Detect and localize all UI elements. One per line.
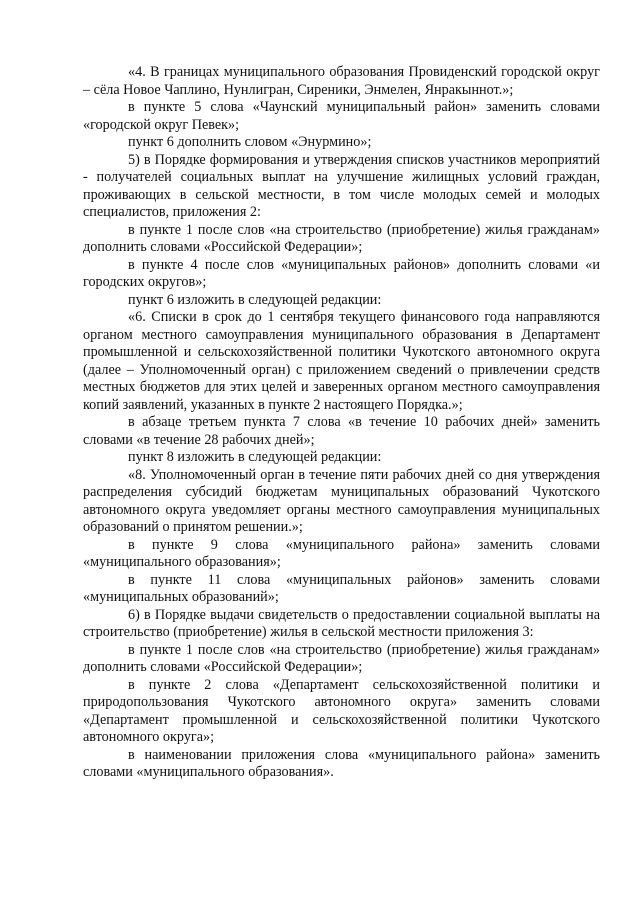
document-page bbox=[83, 64, 600, 782]
paragraph: пункт 8 изложить в следующей редакции: bbox=[128, 449, 382, 465]
paragraph: «4. В границах муниципального образования Провиденский городской округ – сёла Новое Чаплино, Нунлигран, Сиреники, Энмелен, Янракыннот.»; bbox=[83, 64, 600, 98]
paragraph: в абзаце третьем пункта 7 слова «в течение 10 рабочих дней» заменить словами «в течение 28 рабочих дней»; bbox=[83, 414, 600, 448]
paragraph: в пункте 11 слова «муниципальных районов» заменить словами «муниципальных образований»; bbox=[83, 571, 600, 605]
paragraph: «8. Уполномоченный орган в течение пяти рабочих дней со дня утверждения распределения субсидий бюджетам муниципальных образований Чукотского автономного округа уведомляет органы местного самоуправления муниципальных образований о принятом решении.»; bbox=[83, 466, 600, 535]
paragraph: «6. Списки в срок до 1 сентября текущего финансового года направляются органом местного самоуправления муниципального образования в Департамент промышленной и сельскохозяйственной политики Чукотского автономного округа (далее – Уполномоченный орган) с приложением сведений о привлечении средств местных бюджетов для этих целей и заверенных органом местного самоуправления копий заявлений, указанных в пункте 2 настоящего Порядка.»; bbox=[83, 309, 600, 413]
paragraph: в пункте 2 слова «Департамент сельскохозяйственной политики и природопользования Чукотского автономного округа» заменить словами «Департамент промышленной и сельскохозяйственной политики Чукотского автономного округа»; bbox=[83, 676, 600, 745]
paragraph: в пункте 1 после слов «на строительство (приобретение) жилья гражданам» дополнить словами «Российской Федерации»; bbox=[83, 641, 600, 675]
paragraph: пункт 6 дополнить словом «Энурмино»; bbox=[128, 134, 372, 150]
paragraph: в пункте 4 после слов «муниципальных районов» дополнить словами «и городских округов»; bbox=[83, 256, 600, 290]
paragraph: пункт 6 изложить в следующей редакции: bbox=[128, 291, 382, 308]
paragraph: 5) в Порядке формирования и утверждения списков участников мероприятий - получателей социальных выплат на улучшение жилищных условий граждан, проживающих в сельской местности, в том числе молодых семей и молодых специалистов, приложения 2: bbox=[83, 151, 600, 220]
paragraph: в пункте 1 после слов «на строительство (приобретение) жилья гражданам» дополнить словами «Российской Федерации»; bbox=[83, 221, 600, 255]
paragraph: в наименовании приложения слова «муниципального района» заменить словами «муниципального образования». bbox=[83, 746, 600, 780]
paragraph: в пункте 5 слова «Чаунский муниципальный район» заменить словами «городской округ Певек»; bbox=[83, 99, 600, 133]
paragraph: в пункте 9 слова «муниципального района» заменить словами «муниципального образования»; bbox=[83, 536, 600, 570]
paragraph: 6) в Порядке выдачи свидетельств о предоставлении социальной выплаты на строительство (приобретение) жилья в сельской местности приложения 3: bbox=[83, 606, 600, 640]
